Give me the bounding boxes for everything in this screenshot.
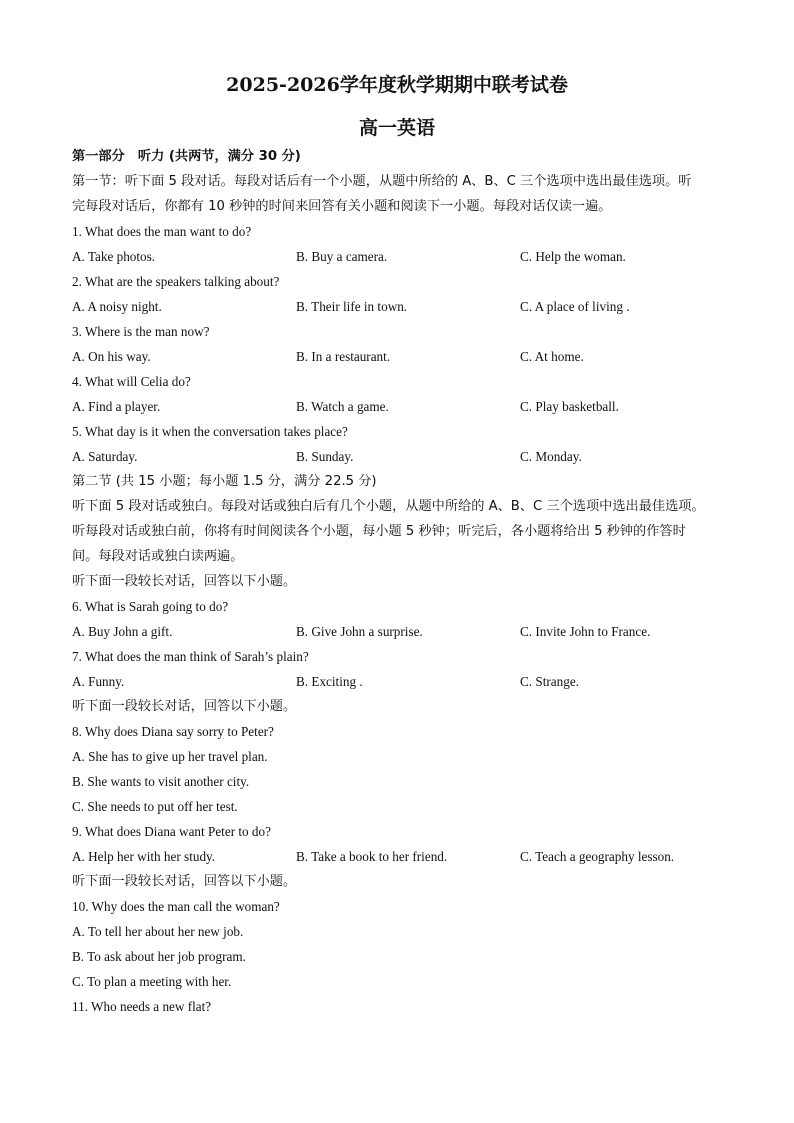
question-9-option-c: C. Teach a geography lesson. (520, 849, 675, 864)
question-10-option-a: A. To tell her about her new job. (72, 924, 244, 939)
question-6-option-c: C. Invite John to France. (520, 624, 651, 639)
question-6-stem: 6. What is Sarah going to do? (72, 599, 229, 614)
question-7-option-a: A. Funny. (72, 674, 125, 689)
question-6-option-a: A. Buy John a gift. (72, 624, 173, 639)
section2-instruction-line1: 听下面 5 段对话或独白。每段对话或独白后有几个小题，从题中所给的 A、B、C 三个选项中选出最佳选项。 (72, 499, 705, 514)
question-8-option-a: A. She has to give up her travel plan. (72, 749, 268, 764)
section2-instruction-line3: 间。每段对话或独白读两遍。 (72, 549, 244, 564)
question-10-stem: 10. Why does the man call the woman? (72, 899, 280, 914)
question-2-option-b: B. Their life in town. (296, 299, 408, 314)
question-3-stem: 3. Where is the man now? (72, 324, 210, 339)
question-10-option-b: B. To ask about her job program. (72, 949, 246, 964)
question-5-option-a: A. Saturday. (72, 449, 138, 464)
question-3-option-c: C. At home. (520, 349, 584, 364)
question-1-option-c: C. Help the woman. (520, 249, 626, 264)
question-8-option-c: C. She needs to put off her test. (72, 799, 238, 814)
question-1-option-b: B. Buy a camera. (296, 249, 388, 264)
question-8-option-b: B. She wants to visit another city. (72, 774, 250, 789)
question-5-stem: 5. What day is it when the conversation takes place? (72, 424, 348, 439)
dialog-instruction: 听下面一段较长对话，回答以下小题。 (72, 574, 297, 589)
dialog-instruction: 听下面一段较长对话，回答以下小题。 (72, 874, 297, 889)
question-5-option-c: C. Monday. (520, 449, 582, 464)
question-4-stem: 4. What will Celia do? (72, 374, 191, 389)
part1-heading: 第一部分 听力 (共两节，满分 30 分) (72, 149, 301, 164)
exam-subtitle: 高一英语 (358, 117, 435, 139)
question-9-option-a: A. Help her with her study. (72, 849, 216, 864)
exam-title: 2025-2026学年度秋学期期中联考试卷 (226, 74, 568, 96)
question-7-stem: 7. What does the man think of Sarah’s plain? (72, 649, 309, 664)
question-7-option-c: C. Strange. (520, 674, 579, 689)
section2-heading: 第二节 (共 15 小题；每小题 1.5 分，满分 22.5 分) (72, 474, 377, 489)
question-2-stem: 2. What are the speakers talking about? (72, 274, 280, 289)
question-1-stem: 1. What does the man want to do? (72, 224, 252, 239)
dialog-instruction: 听下面一段较长对话，回答以下小题。 (72, 699, 297, 714)
question-2-option-a: A. A noisy night. (72, 299, 162, 314)
question-4-option-a: A. Find a player. (72, 399, 161, 414)
section1-instruction-line1: 第一节：听下面 5 段对话。每段对话后有一个小题，从题中所给的 A、B、C 三个选项中选出最佳选项。听 (72, 174, 692, 189)
section2-instruction-line2: 听每段对话或独白前，你将有时间阅读各个小题，每小题 5 秒钟；听完后，各小题将给出 5 秒钟的作答时 (72, 524, 686, 539)
question-4-option-b: B. Watch a game. (296, 399, 389, 414)
question-4-option-c: C. Play basketball. (520, 399, 619, 414)
question-6-option-b: B. Give John a surprise. (296, 624, 423, 639)
question-7-option-b: B. Exciting . (296, 674, 363, 689)
question-11-stem: 11. Who needs a new flat? (72, 999, 212, 1014)
question-5-option-b: B. Sunday. (296, 449, 354, 464)
question-9-stem: 9. What does Diana want Peter to do? (72, 824, 271, 839)
question-9-option-b: B. Take a book to her friend. (296, 849, 448, 864)
question-3-option-a: A. On his way. (72, 349, 151, 364)
question-3-option-b: B. In a restaurant. (296, 349, 391, 364)
question-8-stem: 8. Why does Diana say sorry to Peter? (72, 724, 274, 739)
question-10-option-c: C. To plan a meeting with her. (72, 974, 232, 989)
question-2-option-c: C. A place of living . (520, 299, 630, 314)
section1-instruction-line2: 完每段对话后，你都有 10 秒钟的时间来回答有关小题和阅读下一小题。每段对话仅读一遍。 (72, 199, 612, 214)
question-1-option-a: A. Take photos. (72, 249, 156, 264)
